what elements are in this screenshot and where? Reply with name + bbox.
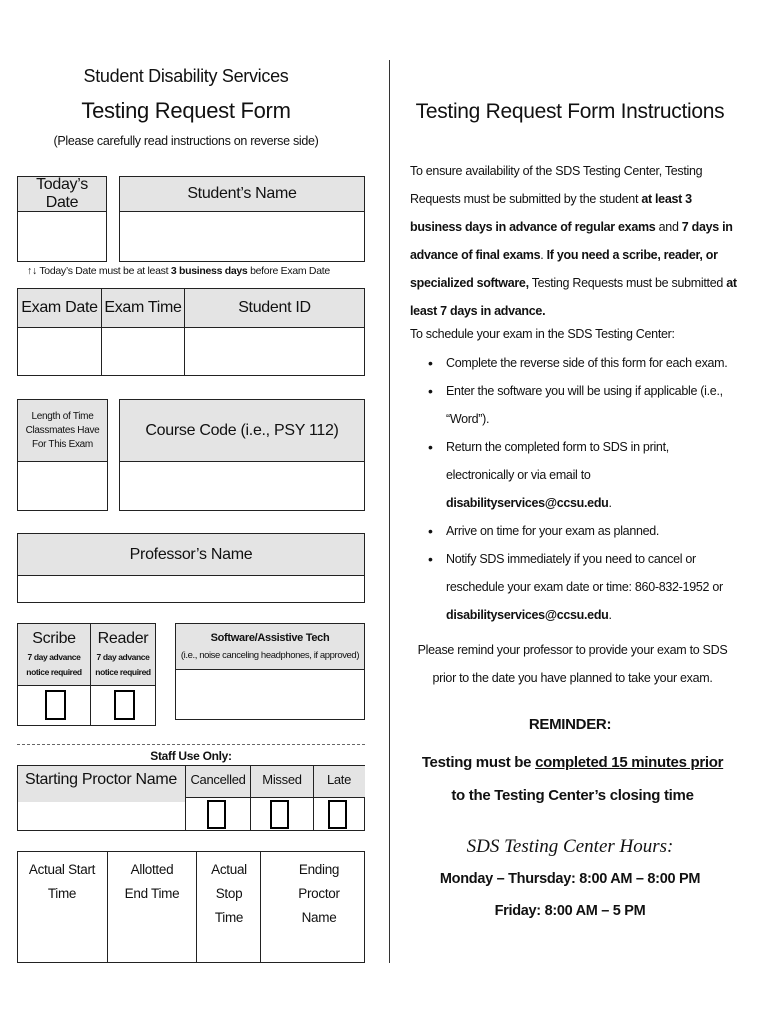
student-id-field[interactable] xyxy=(184,288,365,376)
reminder-label: REMINDER: xyxy=(528,716,612,733)
exam-date-field[interactable] xyxy=(17,288,102,376)
org-name: Student Disability Services xyxy=(83,66,289,86)
scribe-header xyxy=(18,624,90,686)
staff-only-label: Staff Use Only: xyxy=(150,749,232,763)
late-checkbox[interactable] xyxy=(328,800,347,829)
form-title: Testing Request Form xyxy=(81,98,291,123)
cancelled-label: Cancelled xyxy=(190,772,246,787)
length-of-time-field[interactable] xyxy=(17,399,108,511)
exam-date-label: Exam Date xyxy=(18,289,101,328)
reminder-text: Testing must be completed 15 minutes prior to the Testing Center’s closing time xyxy=(421,754,724,804)
instructions-paragraph-1: To ensure availability of the SDS Testing Center, Testing Requests must be submitted by the student at least 3 business days in advance of regular exams and 7 days in advance of final exams. If you need a scribe, reader, or specialized software, Testing Requests must be submitted at least 7 days in advance. xyxy=(410,164,737,318)
software-header xyxy=(176,624,364,670)
date-note: ↑↓ Today’s Date must be at least 3 business days before Exam Date xyxy=(27,265,330,277)
hours-weekday: Monday – Thursday: 8:00 AM – 8:00 PM xyxy=(439,871,701,887)
students-name-field[interactable] xyxy=(119,176,365,262)
missed-checkbox[interactable] xyxy=(270,800,289,829)
list-item: • Return the completed form to SDS in print, electronically or via email to disabilityservices@ccsu.edu. xyxy=(428,433,740,517)
times-divider-3 xyxy=(260,851,261,963)
times-divider-2 xyxy=(196,851,197,963)
instructions-paragraph-3: Please remind your professor to provide your exam to SDS prior to the date you have planned to take your exam. xyxy=(417,643,728,685)
email-link[interactable]: disabilityservices@ccsu.edu xyxy=(446,608,609,622)
todays-date-label: Today’s Date xyxy=(18,177,106,212)
hours-friday: Friday: 8:00 AM – 5 PM xyxy=(494,903,646,919)
arrows-icon: ↑↓ xyxy=(27,265,37,277)
form-subtitle: (Please carefully read instructions on reverse side) xyxy=(53,134,319,148)
reader-checkbox[interactable] xyxy=(114,690,135,720)
ending-proctor-label[interactable]: Ending Proctor Name xyxy=(298,862,340,925)
reader-label: Reader xyxy=(97,629,149,647)
cancelled-checkbox[interactable] xyxy=(207,800,226,829)
list-item: • Complete the reverse side of this form for each exam. xyxy=(428,349,740,377)
list-item: • Enter the software you will be using if applicable (i.e., “Word”). xyxy=(428,377,740,433)
list-item: • Arrive on time for your exam as planned. xyxy=(428,517,740,545)
software-field[interactable] xyxy=(175,623,365,720)
length-of-time-label: Length of Time Classmates Have For This Exam xyxy=(18,400,107,462)
page-divider xyxy=(389,60,390,963)
list-item: • Notify SDS immediately if you need to cancel or reschedule your exam date or time: 860-832-1952 or disabilityservices@ccsu.edu. xyxy=(428,545,740,629)
professor-name-field[interactable] xyxy=(17,533,365,603)
starting-proctor-label: Starting Proctor Name xyxy=(25,771,177,788)
software-label: Software/Assistive Tech xyxy=(210,632,330,644)
todays-date-field[interactable] xyxy=(17,176,107,262)
hours-title: SDS Testing Center Hours: xyxy=(466,836,674,857)
reader-header xyxy=(91,624,155,686)
professor-name-label: Professor’s Name xyxy=(18,534,364,576)
missed-label: Missed xyxy=(262,772,302,787)
scribe-checkbox[interactable] xyxy=(45,690,66,720)
allotted-end-label[interactable]: Allotted End Time xyxy=(124,862,180,901)
scribe-note: 7 day advance notice required xyxy=(26,651,82,677)
scribe-label: Scribe xyxy=(32,629,76,647)
staff-dashed-line xyxy=(17,744,365,746)
times-divider-1 xyxy=(107,851,108,963)
instructions-title: Testing Request Form Instructions xyxy=(415,100,725,123)
instructions-paragraph-2: To schedule your exam in the SDS Testing Center: xyxy=(410,327,675,341)
exam-time-label: Exam Time xyxy=(102,289,184,328)
actual-start-label[interactable]: Actual Start Time xyxy=(28,862,96,901)
email-link[interactable]: disabilityservices@ccsu.edu xyxy=(446,496,609,510)
student-id-label: Student ID xyxy=(185,289,364,328)
students-name-label: Student’s Name xyxy=(120,177,364,212)
reader-field[interactable] xyxy=(90,623,156,726)
software-note: (i.e., noise canceling headphones, if approved) xyxy=(180,650,360,661)
actual-stop-label[interactable]: Actual Stop Time xyxy=(211,862,247,925)
course-code-field[interactable] xyxy=(119,399,365,511)
late-label: Late xyxy=(326,772,352,787)
exam-time-field[interactable] xyxy=(101,288,185,376)
instructions-list xyxy=(428,349,740,629)
reader-note: 7 day advance notice required xyxy=(95,651,151,677)
scribe-field[interactable] xyxy=(17,623,91,726)
course-code-label: Course Code (i.e., PSY 112) xyxy=(120,400,364,462)
